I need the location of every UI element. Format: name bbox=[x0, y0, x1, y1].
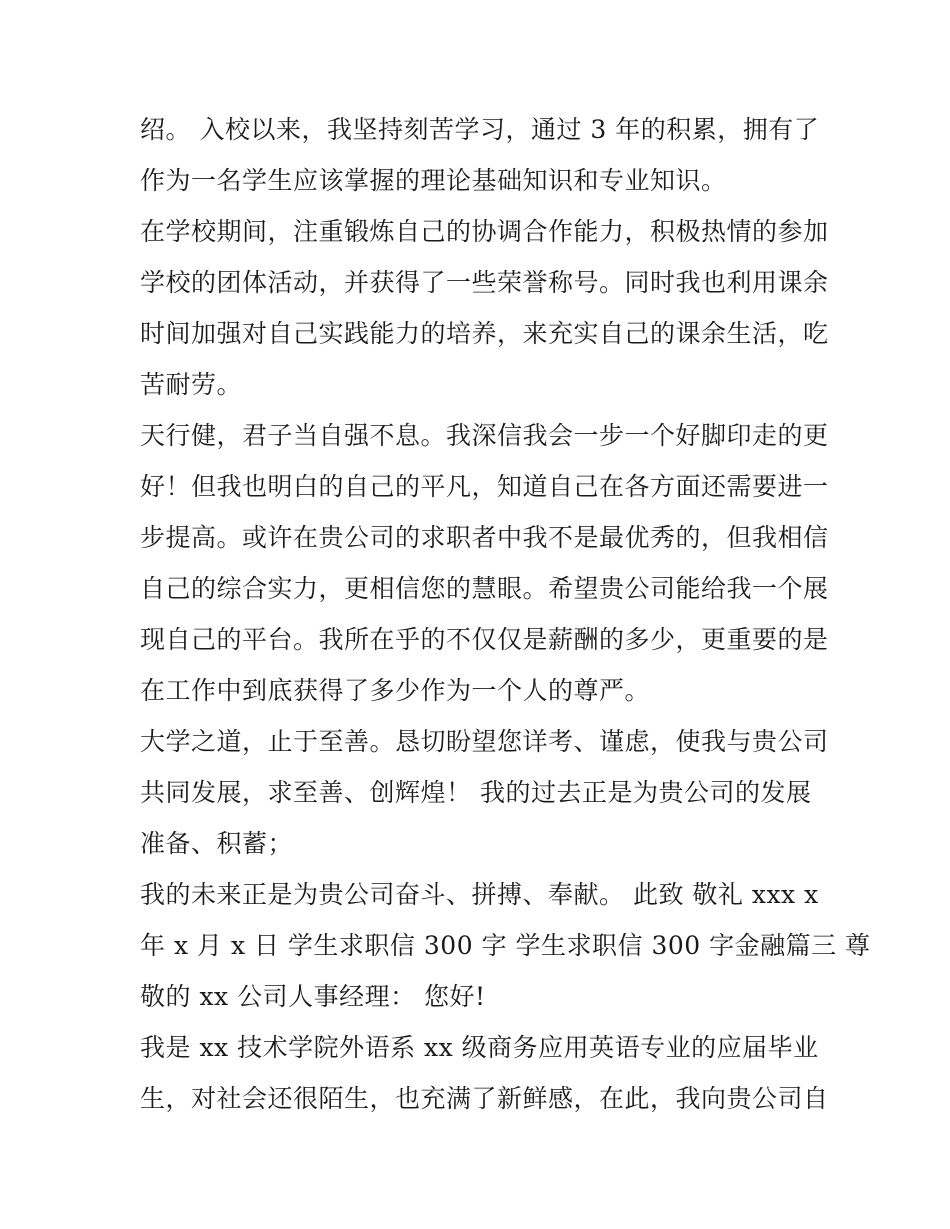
text-line-20: 生，对社会还很陌生，也充满了新鲜感，在此，我向贵公司自 bbox=[140, 1084, 829, 1113]
text-line-7: 天行健，君子当自强不息。我深信我会一步一个好脚印走的更 bbox=[140, 421, 829, 450]
text-line-14: 共同发展，求至善、创辉煌！ 我的过去正是为贵公司的发展 bbox=[140, 778, 812, 807]
text-line-18: 敬的 xx 公司人事经理： 您好! bbox=[140, 982, 486, 1011]
text-line-19: 我是 xx 技术学院外语系 xx 级商务应用英语专业的应届毕业 bbox=[140, 1033, 819, 1062]
text-line-3: 在学校期间，注重锻炼自己的协调合作能力，积极热情的参加 bbox=[140, 217, 829, 246]
document-body bbox=[140, 104, 871, 1124]
text-line-13: 大学之道，止于至善。恳切盼望您详考、谨虑，使我与贵公司 bbox=[140, 727, 829, 756]
text-line-4: 学校的团体活动，并获得了一些荣誉称号。同时我也利用课余 bbox=[140, 268, 829, 297]
text-line-11: 现自己的平台。我所在乎的不仅仅是薪酬的多少，更重要的是 bbox=[140, 625, 829, 654]
text-line-16: 我的未来正是为贵公司奋斗、拼搏、奉献。 此致 敬礼 xxx x bbox=[140, 880, 819, 909]
text-line-17: 年 x 月 x 日 学生求职信 300 字 学生求职信 300 字金融篇三 尊 bbox=[140, 931, 871, 960]
text-line-2: 作为一名学生应该掌握的理论基础知识和专业知识。 bbox=[140, 166, 727, 195]
text-line-6: 苦耐劳。 bbox=[140, 370, 243, 399]
text-line-1: 绍。 入校以来，我坚持刻苦学习，通过 3 年的积累，拥有了 bbox=[140, 115, 820, 144]
text-line-8: 好！但我也明白的自己的平凡，知道自己在各方面还需要进一 bbox=[140, 472, 829, 501]
text-line-9: 步提高。或许在贵公司的求职者中我不是最优秀的，但我相信 bbox=[140, 523, 829, 552]
text-line-10: 自己的综合实力，更相信您的慧眼。希望贵公司能给我一个展 bbox=[140, 574, 829, 603]
text-line-12: 在工作中到底获得了多少作为一个人的尊严。 bbox=[140, 676, 651, 705]
text-line-15: 准备、积蓄； bbox=[140, 829, 294, 858]
text-line-5: 时间加强对自己实践能力的培养，来充实自己的课余生活，吃 bbox=[140, 319, 829, 348]
